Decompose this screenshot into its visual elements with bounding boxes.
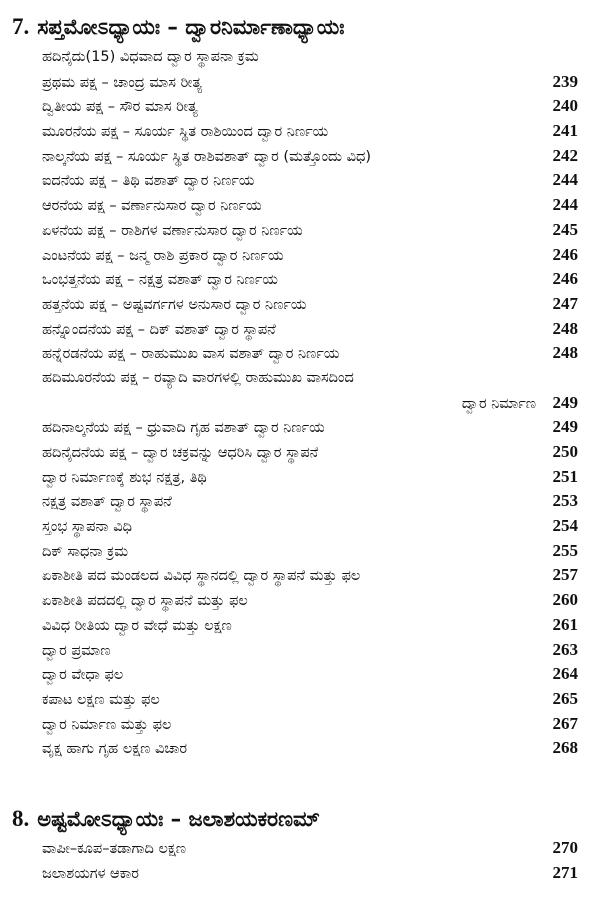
entry-title: ದ್ವಾರ ನಿರ್ಮಾಣಕ್ಕೆ ಶುಭ ನಕ್ಷತ್ರ, ತಿಥಿ xyxy=(42,469,207,486)
toc-entry xyxy=(42,267,578,292)
toc-entry xyxy=(42,539,578,564)
toc-entry xyxy=(42,613,578,638)
toc-entry xyxy=(42,861,578,886)
entry-page-number: 265 xyxy=(552,688,578,708)
entry-title: ನಾಲ್ಕನೆಯ ಪಕ್ಷ – ಸೂರ್ಯ ಸ್ಥಿತ ರಾಶಿವಶಾತ್ ದ್ವಾರ (ಮತ್ತೊಂದು ವಿಧ) xyxy=(42,148,371,165)
entry-page-number: 248 xyxy=(552,318,578,338)
toc-entry xyxy=(42,243,578,268)
entry-title: ಒಂಭತ್ತನೆಯ ಪಕ್ಷ – ನಕ್ಷತ್ರ ವಶಾತ್ ದ್ವಾರ ನಿರ್ಣಯ xyxy=(42,272,278,289)
entry-page-number: 251 xyxy=(552,466,578,486)
entry-title: ದಿಕ್ ಸಾಧನಾ ಕ್ರಮ xyxy=(42,543,129,560)
entry-title: ಹನ್ನೆರಡನೆಯ ಪಕ್ಷ – ರಾಹುಮುಖ ವಾಸ ವಶಾತ್ ದ್ವಾರ ನಿರ್ಣಯ xyxy=(42,346,340,363)
toc-entry xyxy=(42,341,578,366)
entry-page-number: 263 xyxy=(552,639,578,659)
entry-title-continuation: ದ್ವಾರ ನಿರ್ಮಾಣ xyxy=(461,395,536,412)
chapter-8-entries xyxy=(42,836,578,885)
entry-title: ಪ್ರಥಮ ಪಕ್ಷ – ಚಾಂದ್ರ ಮಾಸ ರೀತ್ಯ xyxy=(42,74,203,91)
entry-page-number: 249 xyxy=(552,417,578,437)
entry-page-number: 255 xyxy=(552,540,578,560)
entry-page-number: 250 xyxy=(552,442,578,461)
entry-page-number: 246 xyxy=(552,244,578,264)
toc-entry xyxy=(42,292,578,317)
entry-page-number: 248 xyxy=(552,343,578,363)
toc-entry xyxy=(42,193,578,218)
chapter-title: ಸಪ್ತಮೋಽಧ್ಯಾಯಃ – ದ್ವಾರನಿರ್ಮಾಣಾಧ್ಯಾಯಃ xyxy=(37,15,345,39)
entry-page-number: 260 xyxy=(552,590,578,610)
entry-title: ಜಲಾಶಯಗಳ ಆಕಾರ xyxy=(42,865,139,882)
entry-page-number: 244 xyxy=(552,170,578,190)
toc-entry xyxy=(42,144,578,169)
toc-entry xyxy=(42,440,578,465)
entry-title: ಹದಿಮೂರನೆಯ ಪಕ್ಷ – ರವ್ಯಾದಿ ವಾರಗಳಲ್ಲಿ ರಾಹುಮುಖ ವಾಸದಿಂದ xyxy=(42,369,354,386)
chapter-number: 7. xyxy=(12,14,30,39)
entry-title: ನಕ್ಷತ್ರ ವಶಾತ್ ದ್ವಾರ ಸ್ಥಾಪನೆ xyxy=(42,494,172,511)
entry-title: ಮೂರನೆಯ ಪಕ್ಷ – ಸೂರ್ಯ ಸ್ಥಿತ ರಾಶಿಯಿಂದ ದ್ವಾರ ನಿರ್ಣಯ xyxy=(42,124,329,141)
entry-page-number: 246 xyxy=(552,269,578,289)
chapter-number: 8. xyxy=(12,806,30,831)
toc-entry xyxy=(42,70,578,95)
toc-entry xyxy=(42,94,578,119)
toc-entry xyxy=(42,638,578,663)
entry-title: ವಿವಿಧ ರೀತಿಯ ದ್ವಾರ ವೇಧೆ ಮತ್ತು ಲಕ್ಷಣ xyxy=(42,617,232,634)
entry-page-number: 268 xyxy=(552,738,578,758)
toc-entry xyxy=(42,218,578,243)
toc-entry xyxy=(42,45,578,70)
entry-page-number: 267 xyxy=(552,713,578,733)
entry-title: ಹದಿನೈದನೆಯ ಪಕ್ಷ – ದ್ವಾರ ಚಕ್ರವನ್ನು ಆಧರಿಸಿ ದ್ವಾರ ಸ್ಥಾಪನೆ xyxy=(42,445,319,461)
entry-title: ಕಪಾಟ ಲಕ್ಷಣ ಮತ್ತು ಫಲ xyxy=(42,691,160,708)
toc-entry xyxy=(42,465,578,490)
entry-page-number: 270 xyxy=(552,838,578,857)
entry-page-number: 239 xyxy=(552,71,578,91)
entry-title: ದ್ವಿತೀಯ ಪಕ್ಷ – ಸೌರ ಮಾಸ ರೀತ್ಯ xyxy=(42,99,198,116)
toc-entry xyxy=(42,514,578,539)
entry-page-number: 242 xyxy=(552,145,578,165)
toc-entry xyxy=(42,119,578,144)
entry-page-number: 247 xyxy=(552,293,578,313)
toc-entry xyxy=(42,366,578,391)
chapter-7-entries xyxy=(42,45,578,761)
entry-title: ಹನ್ನೊಂದನೆಯ ಪಕ್ಷ – ದಿಕ್ ವಶಾತ್ ದ್ವಾರ ಸ್ಥಾಪನೆ xyxy=(42,321,276,338)
chapter-title: ಅಷ್ಟಮೋಽಧ್ಯಾಯಃ – ಜಲಾಶಯಕರಣಮ್ xyxy=(37,807,320,831)
entry-page-number: 271 xyxy=(552,862,578,882)
entry-page-number: 261 xyxy=(552,614,578,634)
entry-page-number: 241 xyxy=(552,121,578,141)
entry-page-number: 257 xyxy=(552,565,578,585)
entry-title: ಎಂಟನೆಯ ಪಕ್ಷ – ಜನ್ಮ ರಾಶಿ ಪ್ರಕಾರ ದ್ವಾರ ನಿರ್ಣಯ xyxy=(42,247,284,264)
entry-title: ಹದಿನೈದು(15) ವಿಧವಾದ ದ್ವಾರ ಸ್ಥಾಪನಾ ಕ್ರಮ xyxy=(42,49,259,65)
entry-page-number: 244 xyxy=(552,195,578,215)
entry-title: ಸ್ತಂಭ ಸ್ಥಾಪನಾ ವಿಧಿ xyxy=(42,519,132,536)
entry-title: ವೃಕ್ಷ ಹಾಗು ಗೃಹ ಲಕ್ಷಣ ವಿಚಾರ xyxy=(42,741,188,758)
toc-entry xyxy=(42,712,578,737)
entry-title: ದ್ವಾರ ಪ್ರಮಾಣ xyxy=(42,642,111,659)
entry-title: ಐದನೆಯ ಪಕ್ಷ – ತಿಥಿ ವಶಾತ್ ದ್ವಾರ ನಿರ್ಣಯ xyxy=(42,173,255,190)
toc-entry xyxy=(42,317,578,342)
entry-title: ಹತ್ತನೆಯ ಪಕ್ಷ – ಅಷ್ಟವರ್ಗಗಳ ಅನುಸಾರ ದ್ವಾರ ನಿರ್ಣಯ xyxy=(42,296,307,313)
toc-entry xyxy=(42,687,578,712)
entry-title: ಹದಿನಾಲ್ಕನೆಯ ಪಕ್ಷ – ಧ್ರುವಾದಿ ಗೃಹ ವಶಾತ್ ದ್ವಾರ ನಿರ್ಣಯ xyxy=(42,420,325,437)
entry-title: ದ್ವಾರ ನಿರ್ಮಾಣ ಮತ್ತು ಫಲ xyxy=(42,716,172,733)
chapter-8-heading xyxy=(12,806,320,832)
toc-entry-continuation xyxy=(42,391,578,416)
entry-page-number: 253 xyxy=(552,491,578,511)
entry-title: ಏಳನೆಯ ಪಕ್ಷ – ರಾಶಿಗಳ ವರ್ಣಾನುಸಾರ ದ್ವಾರ ನಿರ್ಣಯ xyxy=(42,222,303,239)
entry-title: ಏಕಾಶೀತಿ ಪದದಲ್ಲಿ ದ್ವಾರ ಸ್ಥಾಪನೆ ಮತ್ತು ಫಲ xyxy=(42,593,248,610)
toc-entry xyxy=(42,415,578,440)
entry-page-number: 245 xyxy=(552,219,578,239)
entry-page-number: 249 xyxy=(552,392,578,412)
toc-entry xyxy=(42,168,578,193)
toc-entry xyxy=(42,588,578,613)
entry-page-number: 254 xyxy=(552,516,578,536)
toc-entry xyxy=(42,489,578,514)
entry-title: ದ್ವಾರ ವೇಧಾ ಫಲ xyxy=(42,667,124,684)
toc-entry xyxy=(42,662,578,687)
entry-title: ವಾಪೀ–ಕೂಪ–ತಡಾಗಾದಿ ಲಕ್ಷಣ xyxy=(42,841,186,857)
toc-entry xyxy=(42,736,578,761)
entry-title: ಏಕಾಶೀತಿ ಪದ ಮಂಡಲದ ವಿವಿಧ ಸ್ಥಾನದಲ್ಲಿ ದ್ವಾರ ಸ್ಥಾಪನೆ ಮತ್ತು ಫಲ xyxy=(42,568,361,585)
entry-page-number: 240 xyxy=(552,96,578,116)
entry-title: ಆರನೆಯ ಪಕ್ಷ – ವರ್ಣಾನುಸಾರ ದ್ವಾರ ನಿರ್ಣಯ xyxy=(42,198,262,215)
toc-entry xyxy=(42,836,578,861)
entry-page-number: 264 xyxy=(552,664,578,684)
toc-entry xyxy=(42,563,578,588)
chapter-7-heading xyxy=(12,14,344,40)
